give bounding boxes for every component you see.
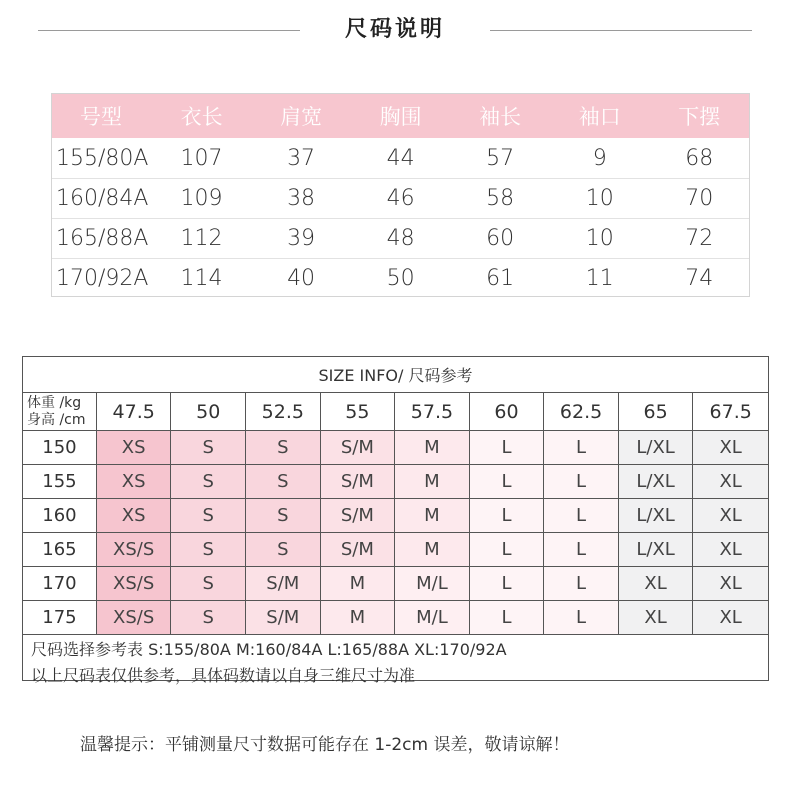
size-cell: XS/S (97, 533, 172, 566)
weight-header-cell: 62.5 (544, 393, 619, 430)
measurement-cell: 44 (386, 145, 415, 171)
measurement-row (52, 178, 749, 218)
size-cell: XL (619, 567, 694, 600)
size-code-cell: 165/88A (56, 226, 149, 251)
size-cell: S (171, 431, 246, 464)
size-cell: L (544, 465, 619, 498)
size-cell: S (246, 431, 321, 464)
size-cell: XL (693, 567, 768, 600)
size-cell: S (171, 533, 246, 566)
size-cell: S/M (321, 533, 396, 566)
page-title: 尺码说明 (344, 17, 445, 42)
title-divider-left (38, 30, 300, 31)
measurement-cell: 38 (287, 186, 316, 211)
size-cell: L/XL (619, 499, 694, 532)
measurement-cell: 107 (180, 145, 223, 171)
size-cell: L/XL (619, 465, 694, 498)
measurement-cell: 60 (486, 226, 515, 251)
size-cell: L (544, 431, 619, 464)
size-footnote: 尺码选择参考表 S:155/80A M:160/84A L:165/88A XL:170/92A (31, 640, 507, 659)
size-cell: L (470, 601, 545, 634)
weight-header-cell: 47.5 (97, 393, 172, 430)
weight-axis-label: 体重 /kg (27, 394, 82, 411)
measurement-cell: 109 (180, 186, 223, 211)
size-cell: L (470, 465, 545, 498)
measurement-cell: 37 (287, 145, 316, 171)
size-cell: S (171, 567, 246, 600)
measurement-cell: 39 (287, 226, 316, 251)
size-cell: M (395, 533, 470, 566)
measurement-cell: 10 (585, 226, 614, 251)
measurement-cell: 68 (685, 145, 714, 171)
measurement-cell: 114 (180, 266, 223, 291)
measurement-row (52, 218, 749, 258)
height-cell: 160 (23, 499, 97, 532)
size-cell: S/M (321, 431, 396, 464)
size-cell: M (395, 431, 470, 464)
measurement-cell: 57 (486, 145, 515, 171)
header-cell: 袖长 (479, 105, 522, 129)
size-cell: S (246, 499, 321, 532)
header-cell: 下摆 (678, 105, 721, 129)
height-cell: 165 (23, 533, 97, 566)
measurement-header-row (52, 94, 749, 138)
header-cell: 衣长 (180, 105, 223, 129)
size-cell: L (470, 499, 545, 532)
weight-header-cell: 57.5 (395, 393, 470, 430)
size-cell: L/XL (619, 533, 694, 566)
measurement-table (51, 93, 750, 297)
measurement-row (52, 258, 749, 298)
size-code-cell: 155/80A (56, 145, 149, 171)
size-row (23, 499, 768, 533)
size-cell: S (246, 465, 321, 498)
size-cell: S (171, 499, 246, 532)
measurement-cell: 61 (486, 266, 515, 291)
header-cell: 号型 (80, 105, 122, 129)
size-row (23, 465, 768, 499)
measurement-row (52, 138, 749, 178)
height-cell: 150 (23, 431, 97, 464)
measurement-cell: 48 (386, 226, 415, 251)
measurement-cell: 10 (585, 186, 614, 211)
size-cell: XS/S (97, 567, 172, 600)
measurement-cell: 74 (685, 266, 714, 291)
size-cell: XS (97, 499, 172, 532)
size-cell: S/M (246, 601, 321, 634)
weight-header-cell: 52.5 (246, 393, 321, 430)
size-cell: S (171, 601, 246, 634)
header-cell: 胸围 (379, 105, 422, 129)
size-cell: L (544, 567, 619, 600)
size-cell: XL (693, 533, 768, 566)
size-row (23, 601, 768, 635)
measurement-cell: 50 (386, 266, 415, 291)
size-cell: M (395, 499, 470, 532)
size-cell: S/M (246, 567, 321, 600)
size-cell: XS (97, 431, 172, 464)
size-row (23, 567, 768, 601)
size-cell: S/M (321, 499, 396, 532)
measurement-cell: 58 (486, 186, 515, 211)
measurement-cell: 11 (585, 266, 614, 291)
weight-header-cell: 65 (619, 393, 694, 430)
measurement-cell: 9 (592, 145, 607, 171)
size-cell: M/L (395, 601, 470, 634)
height-cell: 155 (23, 465, 97, 498)
size-cell: M (395, 465, 470, 498)
size-row (23, 431, 768, 465)
size-cell: L (544, 601, 619, 634)
size-reference-table (22, 356, 769, 685)
size-disclaimer: 以上尺码表仅供参考，具体码数请以自身三维尺寸为准 (31, 666, 416, 685)
measurement-cell: 46 (386, 186, 415, 211)
size-cell: L (470, 567, 545, 600)
size-table-caption: SIZE INFO/ 尺码参考 (23, 357, 768, 393)
title-divider-right (490, 30, 752, 31)
measurement-cell: 112 (180, 226, 223, 251)
size-cell: M (321, 567, 396, 600)
weight-header-row (23, 393, 768, 431)
size-cell: M/L (395, 567, 470, 600)
size-cell: L (544, 533, 619, 566)
header-cell: 袖口 (578, 105, 621, 129)
size-cell: S (171, 465, 246, 498)
weight-header-cell: 55 (321, 393, 396, 430)
size-cell: XS/S (97, 601, 172, 634)
size-cell: M (321, 601, 396, 634)
size-cell: XL (693, 431, 768, 464)
height-cell: 170 (23, 567, 97, 600)
size-row (23, 533, 768, 567)
height-axis-label: 身高 /cm (27, 411, 86, 428)
size-cell: XL (619, 601, 694, 634)
weight-header-cell: 67.5 (709, 400, 752, 423)
measurement-cell: 40 (287, 266, 316, 291)
header-cell: 肩宽 (280, 105, 323, 129)
measurement-cell: 70 (685, 186, 714, 211)
height-cell: 175 (23, 601, 97, 634)
size-cell: L/XL (619, 431, 694, 464)
size-cell: XL (693, 499, 768, 532)
measurement-cell: 72 (685, 226, 714, 251)
size-cell: L (470, 533, 545, 566)
measurement-notice: 温馨提示：平铺测量尺寸数据可能存在 1-2cm 误差，敬请谅解！ (80, 735, 570, 755)
size-cell: XS (97, 465, 172, 498)
size-cell: L (544, 499, 619, 532)
corner-cell (23, 393, 97, 430)
size-cell: XL (693, 601, 768, 634)
weight-header-cell: 50 (171, 393, 246, 430)
size-code-cell: 160/84A (56, 186, 149, 211)
weight-header-cell: 60 (470, 393, 545, 430)
size-cell: S (246, 533, 321, 566)
size-cell: L (470, 431, 545, 464)
size-code-cell: 170/92A (56, 266, 149, 291)
size-cell: XL (693, 465, 768, 498)
size-cell: S/M (321, 465, 396, 498)
